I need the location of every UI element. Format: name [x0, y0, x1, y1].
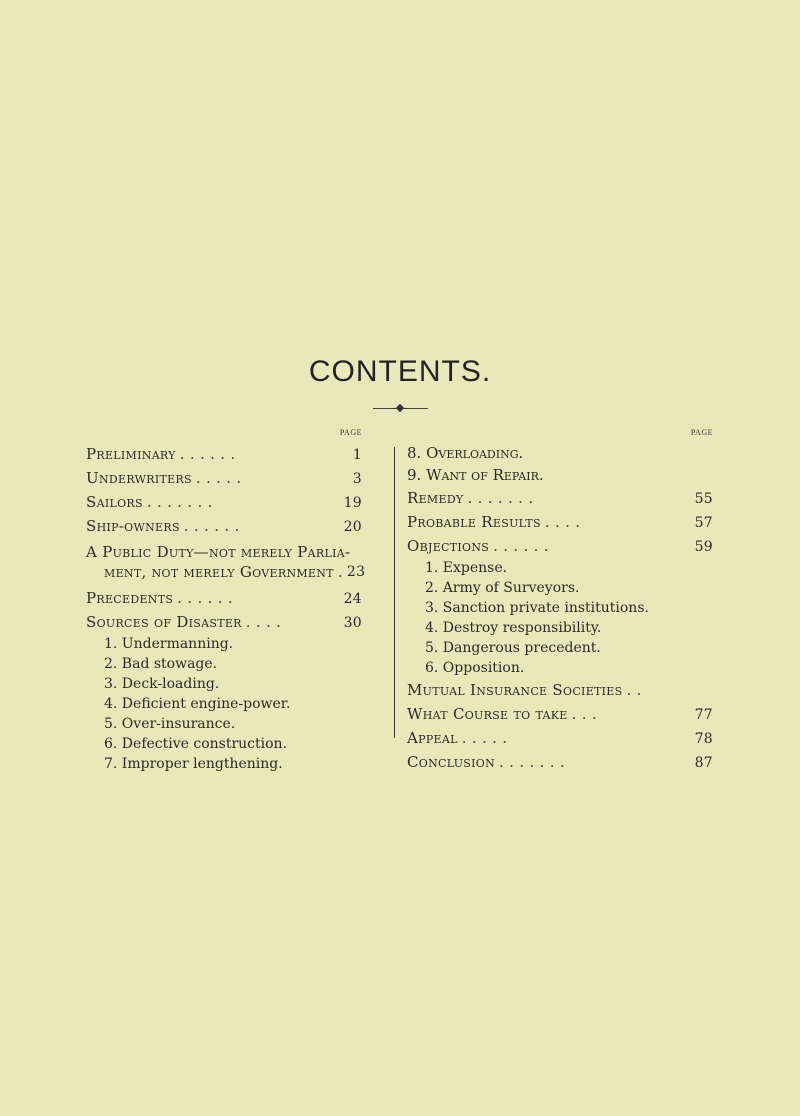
page-title: CONTENTS. [308, 355, 492, 388]
toc-page-number: 24 [343, 591, 362, 607]
toc-page-number: 30 [343, 615, 362, 631]
toc-leader-dots: . . . . . [195, 469, 242, 487]
toc-entry [407, 702, 713, 726]
toc-entry-label: Sailors [86, 493, 143, 511]
toc-entry-label: What Course to take [407, 705, 568, 723]
toc-leader-dots: . . . . [544, 513, 581, 531]
toc-page-number: 20 [343, 519, 362, 535]
toc-entry-label-line2: ment, not merely Government [104, 563, 334, 581]
toc-leader-dots: . . . . . [461, 729, 508, 747]
toc-sub-item: 5. Dangerous precedent. [425, 640, 601, 656]
toc-leader-dots: . . . . . . . [467, 489, 534, 507]
toc-sub-item: 3. Sanction private institutions. [425, 600, 649, 616]
toc-leader-dots: . . . [571, 705, 597, 723]
toc-entry [407, 678, 713, 702]
toc-page-number: 77 [694, 707, 713, 723]
page-column-header: PAGE [339, 428, 362, 437]
toc-leader-dots: . [337, 563, 343, 581]
toc-entry [86, 442, 362, 466]
toc-sub-item: 6. Defective construction. [104, 736, 288, 752]
toc-entry [86, 610, 362, 634]
toc-entry-label: Mutual Insurance Societies [407, 681, 623, 699]
toc-sub-item: 6. Opposition. [425, 660, 525, 676]
toc-entry-label: Appeal [407, 729, 458, 747]
toc-entry [86, 490, 362, 514]
toc-entry-label: Underwriters [86, 469, 192, 487]
toc-page-number: 23 [346, 564, 366, 580]
toc-entry-label: Remedy [407, 489, 464, 507]
toc-entry-label: Objections [407, 537, 490, 555]
toc-page-number: 1 [352, 447, 362, 463]
toc-sub-item: 3. Deck-loading. [104, 676, 220, 692]
toc-leader-dots: . . . . . . [183, 517, 240, 535]
toc-leader-dots: . . . . . . [493, 537, 549, 555]
toc-entry [407, 726, 713, 750]
toc-entry-label: Probable Results [407, 513, 541, 531]
toc-page-number: 55 [694, 491, 713, 507]
toc-entry [407, 750, 713, 774]
toc-sub-item: 4. Deficient engine-power. [104, 696, 291, 712]
toc-page-number: 78 [694, 731, 713, 747]
toc-leader-dots: . . [626, 681, 642, 699]
toc-leader-dots: . . . . [245, 613, 282, 631]
toc-leader-dots: . . . . . . . [499, 753, 565, 771]
toc-entry-label: Precedents [86, 589, 174, 607]
toc-entry-label: Preliminary [86, 445, 176, 463]
toc-sub-item: 7. Improper lengthening. [104, 756, 283, 772]
page-column-header: PAGE [690, 428, 713, 437]
toc-entry-public-duty [86, 538, 366, 586]
toc-entry [407, 486, 713, 510]
toc-sub-item: 5. Over-insurance. [104, 716, 236, 732]
toc-sub-item: 2. Bad stowage. [104, 656, 218, 672]
toc-entry-label: Ship-owners [86, 517, 180, 535]
toc-entry [86, 514, 362, 538]
toc-leader-dots: . . . . . . [177, 589, 233, 607]
contents-left-column [86, 428, 366, 774]
toc-leader-dots: . . . . . . . [146, 493, 213, 511]
toc-sub-item: 4. Destroy responsibility. [425, 620, 602, 636]
toc-leader-dots: . . . . . . [179, 445, 236, 463]
ornamental-rule [373, 408, 428, 409]
toc-entry [407, 534, 713, 558]
toc-entry [86, 466, 362, 490]
toc-entry-label-line1: A Public Duty—not merely Parlia- [86, 543, 351, 561]
toc-sub-item: 9. Want of Repair. [407, 466, 544, 484]
toc-sub-item: 1. Undermanning. [104, 636, 234, 652]
toc-entry [407, 510, 713, 534]
contents-right-column [407, 428, 713, 774]
toc-page-number: 87 [694, 755, 713, 771]
toc-page-number: 57 [694, 515, 713, 531]
toc-entry-label: Sources of Disaster [86, 613, 242, 631]
toc-entry-label: Conclusion [407, 753, 496, 771]
toc-page-number: 19 [343, 495, 362, 511]
column-divider [394, 447, 395, 738]
toc-sub-item: 1. Expense. [425, 560, 508, 576]
toc-entry [86, 586, 362, 610]
toc-sub-item: 8. Overloading. [407, 444, 524, 462]
toc-sub-item: 2. Army of Surveyors. [425, 580, 580, 596]
toc-page-number: 59 [694, 539, 713, 555]
toc-page-number: 3 [352, 471, 362, 487]
